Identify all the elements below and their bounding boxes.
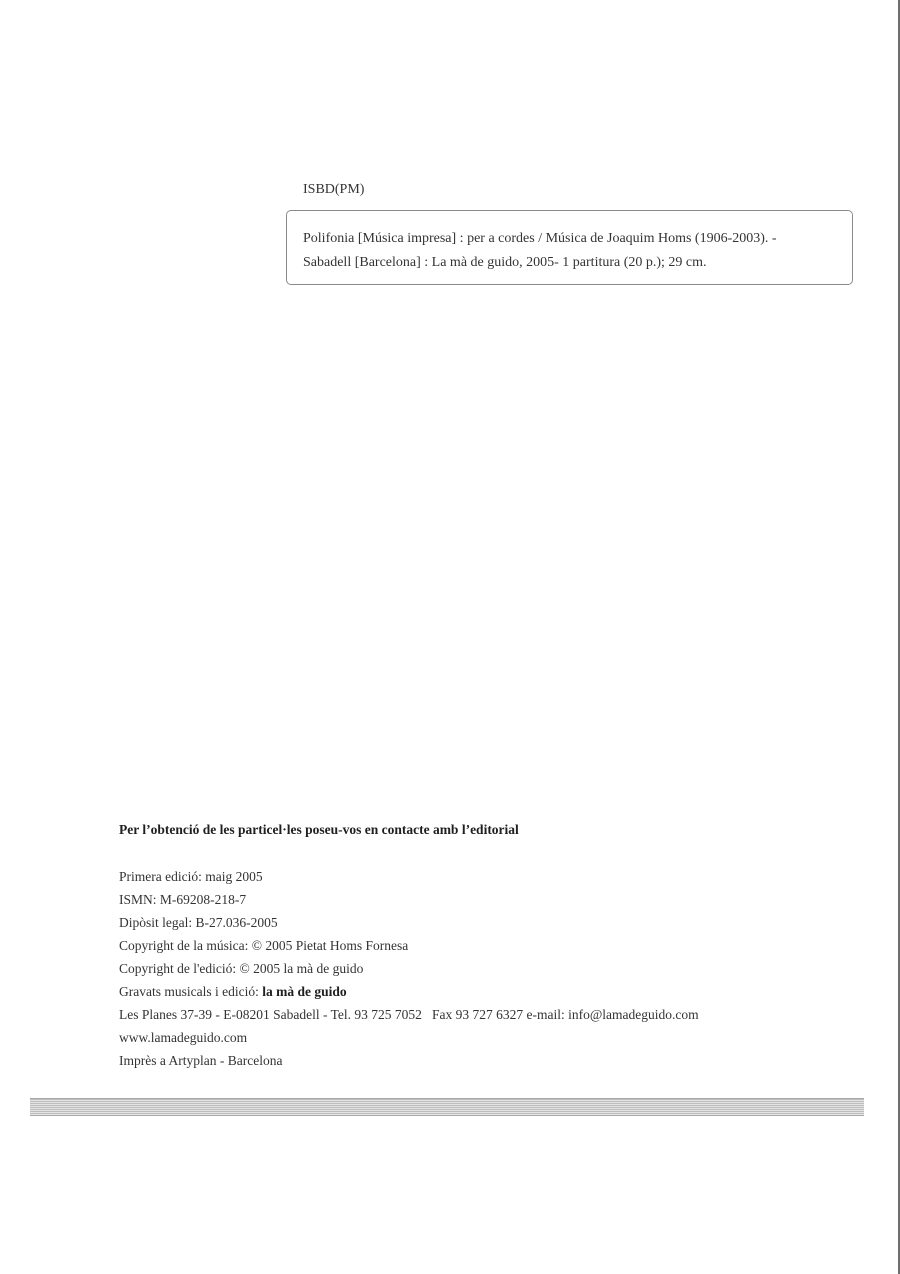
engraving-publisher: la mà de guido (262, 984, 347, 999)
edition-copyright: Copyright de l'edició: © 2005 la mà de guido (119, 961, 364, 976)
publisher-address: Les Planes 37-39 - E-08201 Sabadell - Tel. 93 725 7052 Fax 93 727 6327 e-mail: info@lamadeguido.com (119, 1007, 699, 1022)
printer: Imprès a Artyplan - Barcelona (119, 1053, 283, 1068)
catalog-record-line-2: Sabadell [Barcelona] : La mà de guido, 2005- 1 partitura (20 p.); 29 cm. (303, 255, 707, 270)
engraving-line (119, 980, 699, 1003)
footer-rule (30, 1098, 864, 1116)
publisher-website: www.lamadeguido.com (119, 1030, 248, 1045)
parts-notice: Per l’obtenció de les particel·les poseu-vos en contacte amb l’editorial (119, 822, 519, 837)
catalog-record-box (286, 210, 853, 285)
isbd-label: ISBD(PM) (303, 182, 365, 197)
first-edition: Primera edició: maig 2005 (119, 869, 263, 884)
legal-deposit: Dipòsit legal: B-27.036-2005 (119, 915, 278, 930)
ismn: ISMN: M-69208-218-7 (119, 892, 247, 907)
catalog-record-line-1: Polifonia [Música impresa] : per a cordes / Música de Joaquim Homs (1906-2003). - (303, 231, 777, 246)
music-copyright: Copyright de la música: © 2005 Pietat Homs Fornesa (119, 938, 409, 953)
colophon (119, 865, 699, 1072)
engraving-label: Gravats musicals i edició: (119, 984, 259, 999)
